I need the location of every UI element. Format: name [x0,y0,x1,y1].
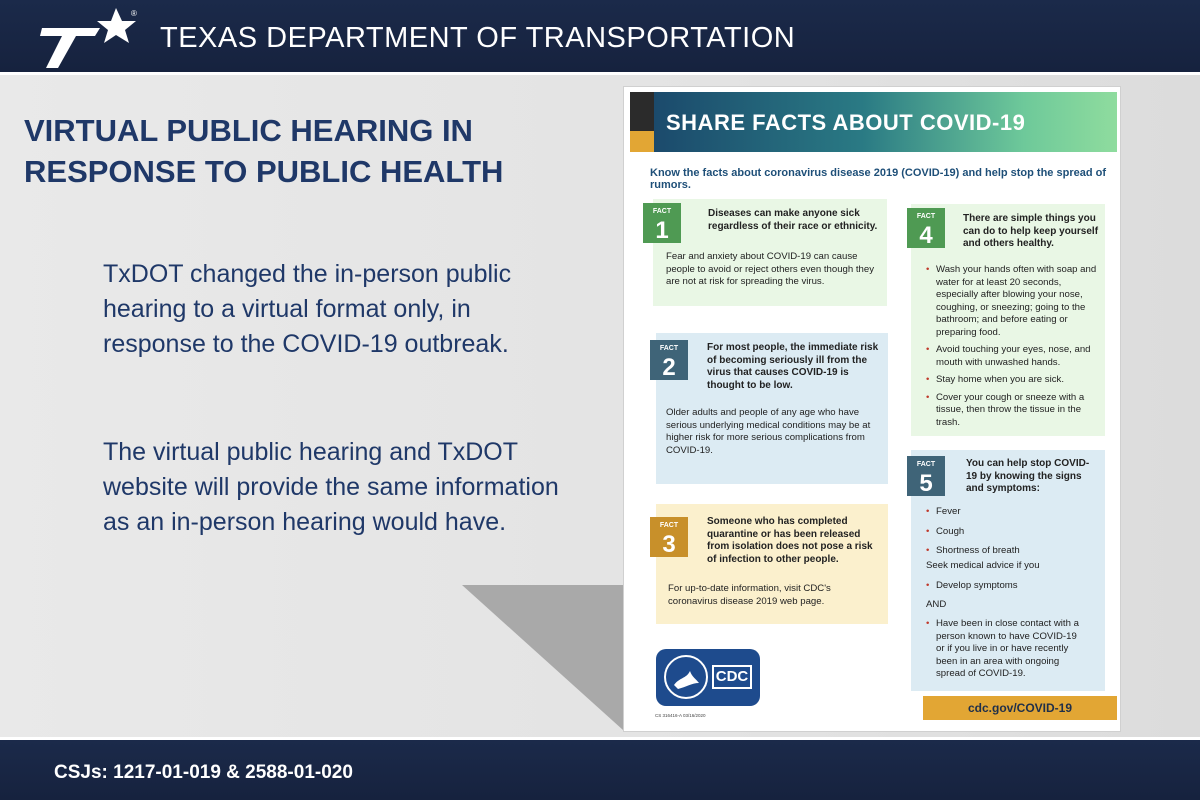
csj-numbers: CSJs: 1217-01-019 & 2588-01-020 [54,762,353,783]
fact-card-1 [653,199,887,306]
bullet-avoid-touching: • Avoid touching your eyes, nose, and mouth with unwashed hands. [926,344,1098,369]
cdc-logo-text: CDC [712,665,752,689]
fact-body: Older adults and people of any age who have serious underlying medical conditions may be at higher risk for more serious complications from COVID-19. [666,407,871,456]
fact-badge-1 [643,203,681,243]
fact-headline: Someone who has completed quarantine or has been released from isolation does not pose a risk of infection to other people. [707,516,873,565]
fact-body: For up-to-date information, visit CDC's coronavirus disease 2019 web page. [668,583,831,607]
fact-body: Fear and anxiety about COVID-19 can cause people to avoid or reject others even though they are not at risk for spreading the virus. [666,251,875,287]
fact-number: 1 [655,216,669,244]
poster-tab-accent [630,131,654,152]
poster-title: SHARE FACTS ABOUT COVID-19 [666,110,1026,135]
symptom-fever: • Fever [926,506,1098,519]
eagle-icon [666,657,706,697]
bullet-cover-cough: • Cover your cough or sneeze with a tissue, then throw the tissue in the trash. [926,392,1098,430]
fact-card-3 [656,504,888,624]
poster-title-bar [654,92,1117,152]
document-code: CS 316416-A 03/16/2020 [655,713,706,718]
fact-label: FACT [916,461,936,468]
bullet-stay-home: • Stay home when you are sick. [926,374,1098,387]
txdot-star-logo-icon [40,6,145,68]
fact-headline: There are simple things you can do to help keep yourself and others healthy. [963,213,1099,249]
fact-badge-2 [650,340,688,380]
fact-number: 4 [919,221,933,249]
poster-shadow [462,585,632,730]
and-text: AND [926,599,947,610]
fact-label: FACT [659,345,679,352]
symptom-list [926,506,1098,563]
fact-label: FACT [652,208,672,215]
fact-number: 2 [662,353,676,381]
fact-number: 3 [662,530,676,558]
fact-card-5 [911,450,1105,691]
fact-card-2 [656,333,888,484]
fact-4-bullets [926,264,1098,434]
cdc-logo [656,649,760,706]
seek-advice-text: Seek medical advice if you [926,560,1040,571]
cdc-url: cdc.gov/COVID-19 [967,701,1073,715]
footer-bar [0,740,1200,800]
condition-close-contact: • Have been in close contact with a person known to have COVID-19 or if you live in or have recently been in an area with ongoing spread of COVID-19. [926,618,1086,681]
registered-mark: ® [131,9,137,18]
header-bar [0,0,1200,72]
slide-headline: VIRTUAL PUBLIC HEARING IN RESPONSE TO PUBLIC HEALTH [24,113,504,189]
symptom-shortness-of-breath: • Shortness of breath [926,545,1098,558]
fact-headline: Diseases can make anyone sick regardless of their race or ethnicity. [708,208,878,232]
paragraph-same-information: The virtual public hearing and TxDOT website will provide the same information as an in-person hearing would have. [103,438,559,536]
cdc-url-bar [923,696,1117,720]
fact-badge-3 [650,517,688,557]
poster-intro: Know the facts about coronavirus disease 2019 (COVID-19) and help stop the spread of rumors. [650,167,1106,191]
condition-develop-symptoms: • Develop symptoms [926,580,1098,593]
fact-badge-5 [907,456,945,496]
condition-1 [926,580,1098,598]
header-title: TEXAS DEPARTMENT OF TRANSPORTATION [160,22,796,54]
fact-headline: You can help stop COVID-19 by knowing the signs and symptoms: [966,458,1090,494]
fact-number: 5 [919,469,933,497]
hhs-seal-icon [664,655,708,699]
bullet-wash-hands: • Wash your hands often with soap and water for at least 20 seconds, especially after blowing your nose, coughing, or sneezing; going to the bathroom; and before eating or preparing food. [926,264,1098,339]
fact-badge-4 [907,208,945,248]
fact-headline: For most people, the immediate risk of becoming seriously ill from the virus that causes COVID-19 is thought to be low. [707,342,879,391]
fact-label: FACT [659,522,679,529]
condition-2 [926,618,1086,686]
paragraph-virtual-format: TxDOT changed the in-person public hearing to a virtual format only, in response to the COVID-19 outbreak. [103,260,512,358]
fact-label: FACT [916,213,936,220]
fact-card-4 [911,204,1105,436]
covid-facts-poster [623,86,1121,732]
symptom-cough: • Cough [926,526,1098,539]
